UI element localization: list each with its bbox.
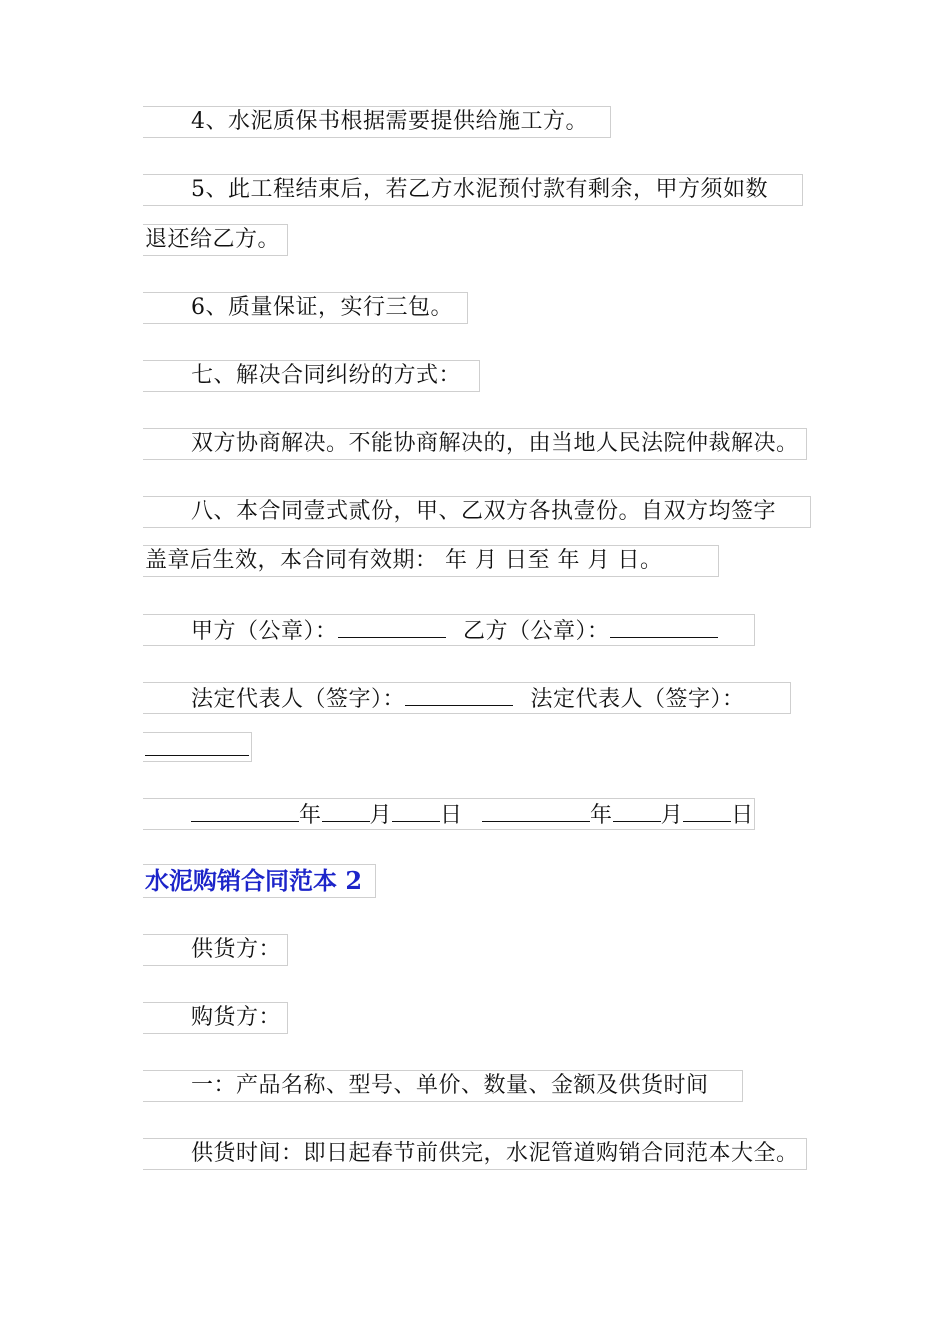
delivery-line <box>143 1138 807 1170</box>
rep-a-label: 法定代表人（签字）： <box>191 687 406 712</box>
item-1-line <box>143 1070 743 1102</box>
item-1-text: 一：产品名称、型号、单价、数量、金额及供货时间 <box>191 1073 709 1098</box>
date-b-year-blank <box>482 799 590 822</box>
section-heading-2 <box>143 864 376 898</box>
representative-line <box>143 682 791 714</box>
clause-5-text-1: 5、此工程结束后，若乙方水泥预付款有剩余，甲方须如数 <box>191 177 768 202</box>
date-a-year-blank <box>191 799 299 822</box>
rep-b-blank-line <box>143 732 252 762</box>
clause-4-text: 4、水泥质保书根据需要提供给施工方。 <box>191 109 588 134</box>
date-a-year: 年 <box>299 803 322 828</box>
clause-5-text-2: 退还给乙方。 <box>145 227 281 252</box>
party-b-seal-blank <box>610 615 718 638</box>
section-8-text-1: 八、本合同壹式贰份，甲、乙双方各执壹份。自双方均签字 <box>191 499 777 524</box>
section-8-text-2: 盖章后生效，本合同有效期： 年 月 日至 年 月 日。 <box>145 548 663 573</box>
section-8-line-1 <box>143 496 811 528</box>
date-a-month-blank <box>322 799 370 822</box>
clause-5-line-2 <box>143 224 288 256</box>
clause-4 <box>143 106 611 138</box>
section-7-body-text: 双方协商解决。不能协商解决的，由当地人民法院仲裁解决。 <box>191 431 799 456</box>
section-8-line-2 <box>143 545 719 577</box>
party-a-seal-label: 甲方（公章）： <box>191 619 338 644</box>
section-7-title <box>143 360 480 392</box>
date-a-day: 日 <box>440 803 463 828</box>
date-b-year: 年 <box>590 803 613 828</box>
date-b-month-blank <box>613 799 661 822</box>
rep-b-label: 法定代表人（签字）： <box>530 687 745 712</box>
section-7-body <box>143 428 807 460</box>
date-line <box>143 798 755 830</box>
clause-5-line-1 <box>143 174 803 206</box>
rep-a-blank <box>405 683 513 706</box>
clause-6-text: 6、质量保证，实行三包。 <box>191 295 453 320</box>
section-7-text: 七、解决合同纠纷的方式： <box>191 363 462 388</box>
date-b-day: 日 <box>731 803 754 828</box>
rep-b-blank <box>145 733 249 756</box>
party-b-seal-label: 乙方（公章）： <box>463 619 610 644</box>
date-a-month: 月 <box>369 803 393 828</box>
date-b-day-blank <box>683 799 731 822</box>
date-b-month: 月 <box>660 803 684 828</box>
section-heading-2-text: 水泥购销合同范本 2 <box>145 866 363 895</box>
clause-6 <box>143 292 468 324</box>
delivery-text: 供货时间：即日起春节前供完，水泥管道购销合同范本大全。 <box>191 1141 799 1166</box>
date-a-day-blank <box>392 799 440 822</box>
seal-line <box>143 614 755 646</box>
party-a-seal-blank <box>338 615 446 638</box>
buyer-label: 购货方： <box>191 1005 282 1030</box>
supplier-label: 供货方： <box>191 937 282 962</box>
buyer-line <box>143 1002 288 1034</box>
supplier-line <box>143 934 288 966</box>
